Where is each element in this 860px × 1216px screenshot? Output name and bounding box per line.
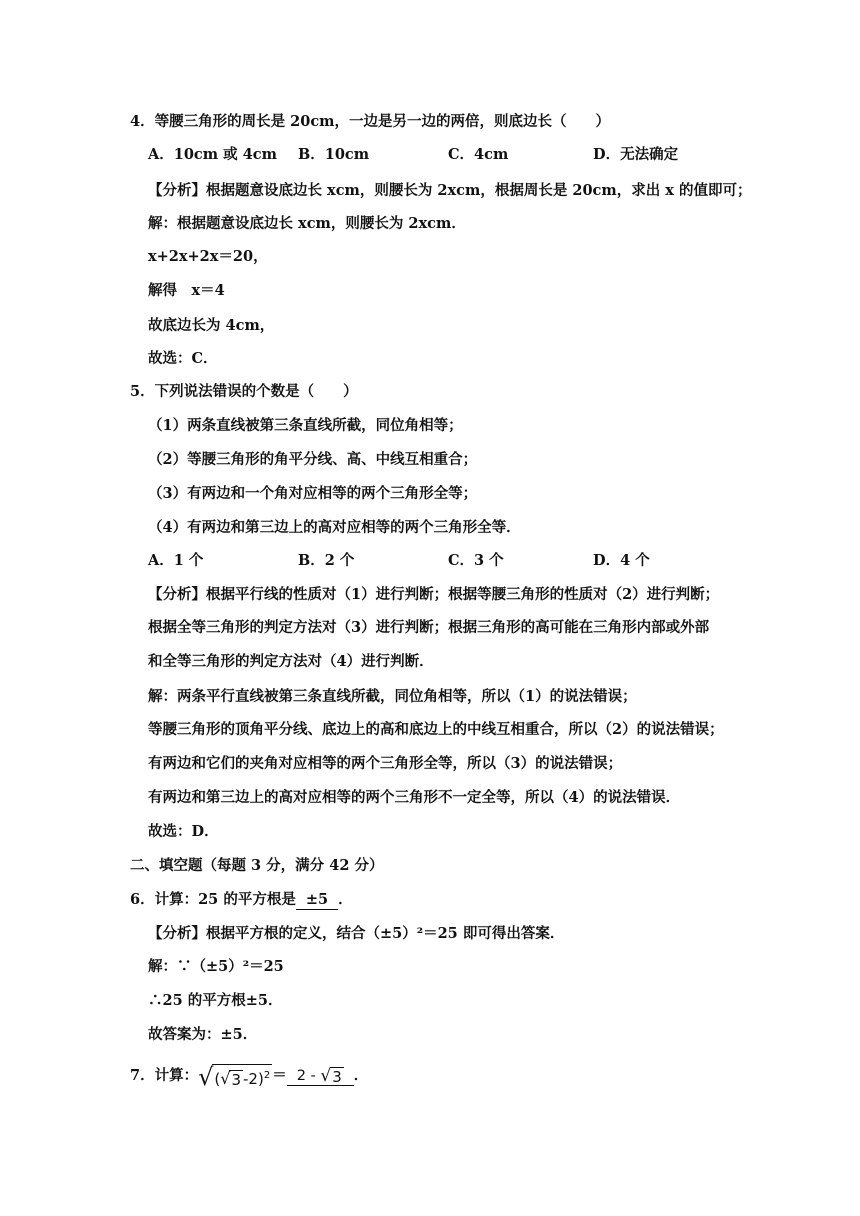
q4-solution-line: 故选：C． [148,350,218,367]
q5-choices [148,551,748,571]
q5-statement: （2）等腰三角形的角平分线、高、中线互相重合； [148,451,478,468]
q5-statement: （3）有两边和一个角对应相等的两个三角形全等； [148,485,478,502]
q5-solution-line: 故选：D． [148,823,219,840]
q4-stem: 4．等腰三角形的周长是 20cm，一边是另一边的两倍，则底边长（ ） [130,113,610,130]
q5-choice-c: C．3 个 [448,552,504,569]
q6-answer-blank: ±5 [296,891,338,910]
q5-choice-b: B．2 个 [298,552,355,569]
q5-stem: 5．下列说法错误的个数是（ ） [130,383,358,400]
answer-radicand: 3 [332,1068,342,1086]
q4-solution-line: 故底边长为 4cm， [148,317,275,334]
q4-choices [148,145,748,165]
q4-solution-line: x+2x+2x＝20， [148,248,268,265]
q5-solution-line: 等腰三角形的顶角平分线、底边上的高和底边上的中线互相重合，所以（2）的说法错误； [148,721,724,738]
q4-choice-d: D．无法确定 [593,146,679,163]
q4-choice-c: C．4cm [448,146,509,163]
q6-analysis: 【分析】根据平方根的定义，结合（±5）²＝25 即可得出答案． [148,925,565,942]
q4-solution-line: 解得 x＝4 [148,282,225,299]
q5-choice-d: D．4 个 [593,552,650,569]
q5-solution-line: 有两边和它们的夹角对应相等的两个三角形全等，所以（3）的说法错误； [148,755,623,772]
answer-radical-sign: √ [320,1066,332,1086]
q7-answer-prefix: 2 - [296,1068,321,1084]
q7-answer-blank [287,1067,354,1086]
q6-stem-suffix: ． [338,891,353,908]
q7-answer-radical [320,1067,343,1085]
q5-analysis-line: 和全等三角形的判定方法对（4）进行判断． [148,653,434,670]
q5-analysis-line: 根据全等三角形的判定方法对（3）进行判断；根据三角形的高可能在三角形内部或外部 [148,619,710,636]
q6-solution-line: 故答案为：±5． [148,1026,258,1043]
q5-statement: （4）有两边和第三边上的高对应相等的两个三角形全等． [148,519,521,536]
q6-stem [130,890,353,910]
q5-solution-line: 有两边和第三边上的高对应相等的两个三角形不一定全等，所以（4）的说法错误． [148,789,681,806]
q7-equals: ＝ [272,1067,287,1084]
q7-stem-prefix: 7．计算： [130,1067,199,1084]
q7-stem [130,1062,368,1090]
radicand-rest: -2) [243,1069,264,1088]
inner-radicand: 3 [231,1070,241,1089]
q5-solution-line: 解：两条平行直线被第三条直线所截，同位角相等，所以（1）的说法错误； [148,688,637,705]
inner-radical-sign: √ [220,1068,231,1088]
q6-stem-prefix: 6．计算：25 的平方根是 [130,891,296,908]
q7-radical-expression [198,1064,272,1089]
paren-open: ( [214,1069,221,1088]
q4-analysis: 【分析】根据题意设底边长 xcm，则腰长为 2xcm，根据周长是 20cm，求出 x 的值即可； [148,182,752,199]
q4-choice-b: B．10cm [298,146,370,163]
q6-solution-line: 解：∵（±5）²＝25 [148,958,284,975]
q4-solution-line: 解：根据题意设底边长 xcm，则腰长为 2xcm． [148,215,466,232]
q5-statement: （1）两条直线被第三条直线所截，同位角相等； [148,417,463,434]
exponent: 2 [263,1069,271,1081]
q4-choice-a: A．10cm 或 4cm [148,146,277,163]
section-heading: 二、填空题（每题 3 分，满分 42 分） [130,857,384,874]
q7-stem-suffix: ． [353,1067,369,1084]
q5-analysis-line: 【分析】根据平行线的性质对（1）进行判断；根据等腰三角形的性质对（2）进行判断； [148,586,720,603]
q5-choice-a: A．1 个 [148,552,204,569]
radical-sign: √ [198,1062,214,1091]
radicand [212,1064,272,1089]
inner-radical [220,1070,243,1088]
q6-solution-line: ∴25 的平方根±5． [148,992,283,1009]
